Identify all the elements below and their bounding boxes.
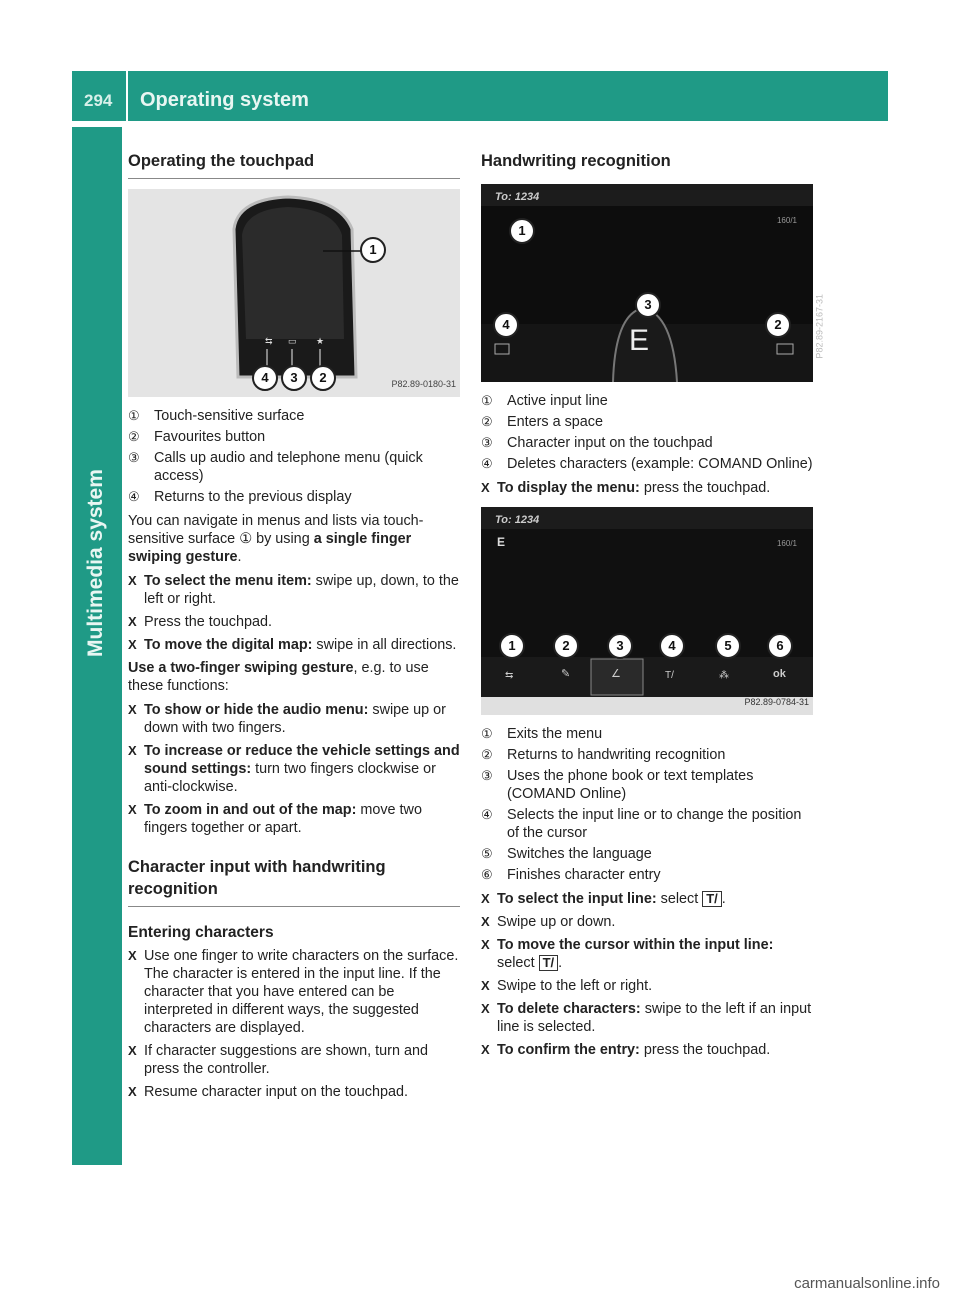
menu-legend (481, 725, 813, 884)
instruction-step: X To select the menu item: swipe up, down, to the left or right. (128, 573, 459, 607)
legend-item: ⑤ Switches the language (481, 846, 652, 862)
callout-4: 4 (493, 312, 519, 338)
handwritten-letter: E (629, 324, 650, 357)
page-number: 294 (84, 91, 113, 110)
svg-text:★: ★ (316, 336, 325, 346)
instruction-step: X To move the cursor within the input line: select T/ . (481, 937, 774, 971)
legend-item: ② Returns to handwriting recognition (481, 747, 726, 763)
figure-code: P82.89-2167-31 (815, 294, 825, 359)
two-finger-paragraph: Use a two-finger swiping gesture, e.g. to use these functions: (128, 660, 429, 694)
arrow-icon: X (481, 480, 490, 495)
instruction-step: X To confirm the entry: press the touchpad. (481, 1042, 771, 1058)
arrow-icon: X (481, 937, 490, 952)
legend-item: ③ Calls up audio and telephone menu (quick access) (128, 450, 423, 484)
arrow-icon: X (128, 802, 137, 817)
arrow-icon: X (481, 1001, 490, 1016)
instruction-step: X Swipe up or down. (481, 914, 616, 930)
section-title-handwriting: Character input with handwriting recognition (128, 856, 460, 907)
figure-code: P82.89-0784-31 (744, 697, 809, 707)
callout-3: 3 (635, 292, 661, 318)
right-column (481, 150, 825, 1064)
handwriting-legend (481, 392, 813, 473)
legend-item: ④ Selects the input line or to change the position of the cursor (481, 807, 802, 841)
instruction-step: X To display the menu: press the touchpad. (481, 480, 771, 496)
language-icon: ⁂ (719, 670, 729, 681)
callout-2: 2 (310, 365, 336, 391)
callout-5: 5 (715, 633, 741, 659)
arrow-icon: X (481, 891, 490, 906)
input-line-icon: T/ (665, 670, 674, 681)
legend-item: ② Favourites button (128, 429, 266, 445)
page-header (72, 71, 888, 121)
ok-button-label: ok (773, 668, 786, 680)
section-title-handwriting-recognition: Handwriting recognition (481, 152, 671, 170)
touchpad-legend (128, 407, 460, 506)
arrow-icon: X (128, 743, 137, 758)
templates-icon: ∠ (611, 668, 621, 680)
arrow-icon: X (128, 614, 137, 629)
arrow-icon: X (481, 1042, 490, 1057)
legend-item: ① Touch-sensitive surface (128, 408, 305, 424)
callout-1: 1 (360, 237, 386, 263)
instruction-step: X Resume character input on the touchpad. (128, 1084, 408, 1100)
callout-4: 4 (659, 633, 685, 659)
arrow-icon: X (481, 978, 490, 993)
exit-icon: ⇆ (505, 670, 514, 681)
counter: 160/1 (776, 216, 797, 225)
instruction-step: X Press the touchpad. (128, 614, 272, 630)
header-separator (126, 71, 128, 121)
recipient-label: To: 1234 (495, 514, 540, 526)
instruction-step: X To show or hide the audio menu: swipe up or down with two fingers. (128, 702, 446, 736)
arrow-icon: X (481, 914, 490, 929)
legend-item: ④ Deletes characters (example: COMAND Online) (481, 456, 813, 472)
legend-item: ① Exits the menu (481, 726, 603, 742)
instruction-step: X To delete characters: swipe to the left if an input line is selected. (481, 1001, 812, 1035)
arrow-icon: X (128, 637, 137, 652)
instruction-step: X To move the digital map: swipe in all directions. (128, 637, 457, 653)
side-tab (72, 127, 122, 1165)
callout-2: 2 (765, 312, 791, 338)
legend-item: ③ Uses the phone book or text templates (COMAND Online) (481, 768, 754, 802)
header-title: Operating system (140, 89, 309, 111)
arrow-icon: X (128, 1084, 137, 1099)
callout-1: 1 (509, 218, 535, 244)
arrow-icon: X (128, 948, 137, 963)
arrow-icon: X (128, 1043, 137, 1058)
instruction-step: X If character suggestions are shown, turn and press the controller. (128, 1043, 428, 1077)
callout-3: 3 (281, 365, 307, 391)
input-line-key-icon: T/ (702, 891, 722, 907)
watermark-url[interactable]: carmanualsonline.info (794, 1275, 940, 1292)
counter: 160/1 (776, 539, 797, 548)
figure-code: P82.89-0180-31 (391, 379, 456, 389)
legend-item: ① Active input line (481, 393, 608, 409)
instruction-step: X To increase or reduce the vehicle settings and sound settings: turn two fingers clockwise or anti-clockwise. (128, 743, 460, 795)
input-letter: E (497, 535, 506, 549)
menu-screen (481, 507, 813, 715)
left-column (128, 150, 460, 1106)
callout-1: 1 (499, 633, 525, 659)
intro-paragraph: You can navigate in menus and lists via touch-sensitive surface ① by using a single finger swiping gesture. (128, 513, 424, 565)
recipient-label: To: 1234 (495, 191, 540, 203)
svg-text:▭: ▭ (288, 336, 297, 346)
subsection-title: Entering characters (128, 924, 274, 941)
side-tab-label: Multimedia system (84, 469, 107, 657)
instruction-step: X Swipe to the left or right. (481, 978, 653, 994)
callout-2: 2 (553, 633, 579, 659)
menu-screen-figure (481, 507, 813, 715)
legend-item: ④ Returns to the previous display (128, 489, 352, 505)
instruction-step: X To select the input line: select T/ . (481, 891, 726, 907)
svg-text:⇆: ⇆ (265, 336, 273, 346)
input-line-key-icon: T/ (539, 955, 559, 971)
legend-item: ② Enters a space (481, 414, 603, 430)
handwriting-screen-figure (481, 184, 825, 382)
touchpad-figure (128, 189, 460, 397)
callout-4: 4 (252, 365, 278, 391)
callout-6: 6 (767, 633, 793, 659)
instruction-step: X To zoom in and out of the map: move two fingers together or apart. (128, 802, 422, 836)
legend-item: ⑥ Finishes character entry (481, 867, 661, 883)
instruction-step: X Use one finger to write characters on the surface. The character is entered in the input line. If the character that you have entered can be interpreted in different ways, the suggested characters are displayed. (128, 948, 459, 1036)
arrow-icon: X (128, 573, 137, 588)
section-title-touchpad: Operating the touchpad (128, 150, 460, 179)
handwriting-icon: ✎ (561, 668, 571, 680)
arrow-icon: X (128, 702, 137, 717)
callout-3: 3 (607, 633, 633, 659)
legend-item: ③ Character input on the touchpad (481, 435, 713, 451)
